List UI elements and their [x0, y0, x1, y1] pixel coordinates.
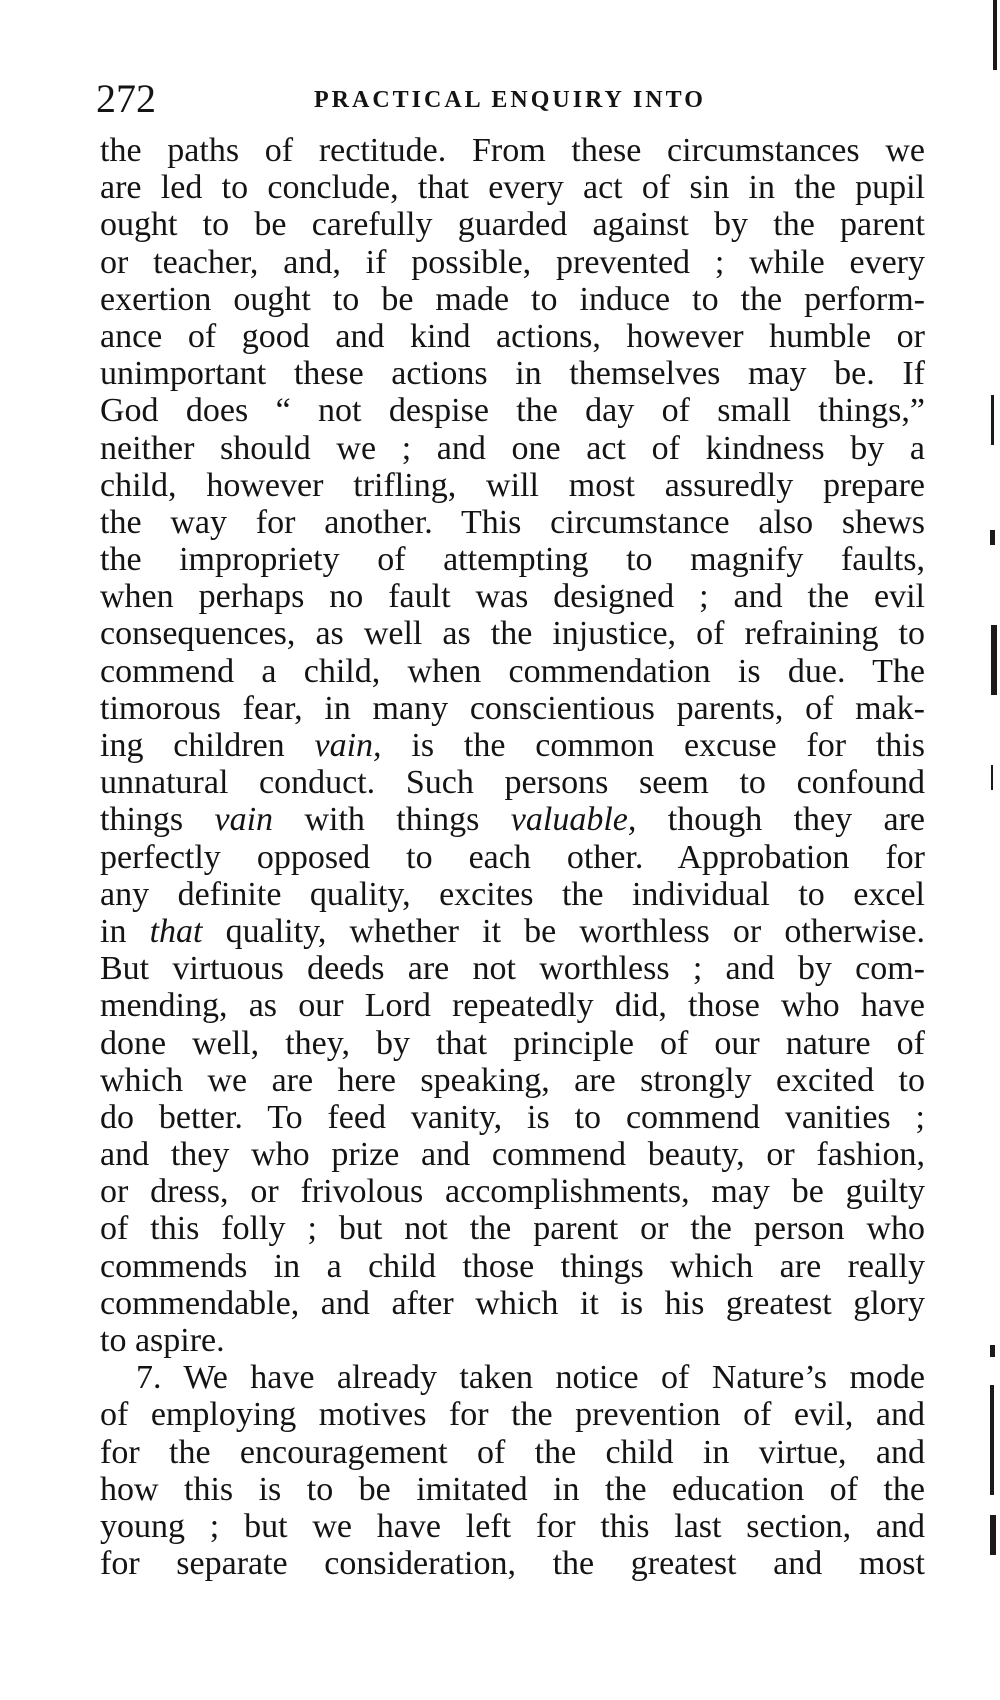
text-line: consequences, as well as the injustice, of refraining to: [100, 615, 925, 653]
text-line: for separate consideration, the greatest and most: [100, 1545, 925, 1583]
edge-mark: [991, 625, 997, 695]
edge-mark: [991, 395, 994, 445]
text-segment: quality, whether it be worthless or otherwise.: [225, 912, 925, 950]
text-line: any definite quality, excites the individual to excel: [100, 875, 925, 913]
edge-mark: [990, 1345, 995, 1357]
text-line: the impropriety of attempting to magnify faults,: [100, 541, 925, 579]
text-line: mending, as our Lord repeatedly did, those who have: [100, 987, 925, 1025]
text-segment: though they are: [667, 801, 926, 839]
text-segment: in: [100, 912, 127, 950]
text-line: [100, 727, 925, 764]
italic-word: vain,: [314, 727, 382, 764]
edge-mark: [990, 530, 995, 545]
text-line: [100, 801, 925, 838]
text-line: or teacher, and, if possible, prevented ; while every: [100, 243, 925, 281]
text-line: commends in a child those things which are really: [100, 1247, 925, 1285]
edge-mark: [990, 1385, 994, 1495]
text-line: when perhaps no fault was designed ; and the evil: [100, 578, 925, 616]
text-line: unimportant these actions in themselves may be. If: [100, 355, 925, 393]
text-line: and they who prize and commend beauty, or fashion,: [100, 1136, 925, 1174]
text-line: commend a child, when commendation is due. The: [100, 652, 925, 690]
text-line: 7. We have already taken notice of Nature’s mode: [136, 1359, 925, 1397]
text-line: ance of good and kind actions, however humble or: [100, 317, 925, 355]
text-line: of employing motives for the prevention of evil, and: [100, 1396, 925, 1434]
text-line: of this folly ; but not the parent or the person who: [100, 1210, 925, 1248]
text-line: or dress, or frivolous accomplishments, may be guilty: [100, 1173, 925, 1211]
text-line: God does “ not despise the day of small things,”: [100, 392, 925, 430]
body-text: [100, 132, 925, 1582]
page-header: [96, 74, 926, 124]
text-line: unnatural conduct. Such persons seem to confound: [100, 764, 925, 802]
text-line: the paths of rectitude. From these circumstances we: [100, 132, 925, 169]
page-edge-shadow: [989, 0, 1000, 1700]
text-line: are led to conclude, that every act of sin in the pupil: [100, 169, 925, 207]
text-line: the way for another. This circumstance also shews: [100, 503, 925, 541]
text-line: to aspire.: [100, 1322, 225, 1359]
edge-mark: [993, 0, 997, 70]
italic-word: vain: [214, 801, 274, 839]
page-number: 272: [96, 76, 156, 121]
edge-mark: [990, 1515, 996, 1555]
text-line: done well, they, by that principle of our nature of: [100, 1024, 925, 1062]
running-head: PRACTICAL ENQUIRY INTO: [314, 87, 706, 113]
italic-word: that: [149, 912, 203, 950]
text-line: how this is to be imitated in the education of the: [100, 1470, 925, 1508]
text-segment: with things: [304, 801, 480, 839]
italic-word: valuable,: [510, 801, 637, 839]
text-segment: is the common excuse for this: [411, 727, 925, 764]
text-line: neither should we ; and one act of kindness by a: [100, 429, 925, 467]
text-line: perfectly opposed to each other. Approbation for: [100, 838, 925, 876]
text-segment: things: [100, 801, 184, 839]
edge-mark: [991, 765, 993, 790]
text-line: do better. To feed vanity, is to commend vanities ;: [100, 1098, 925, 1136]
text-line: child, however trifling, will most assuredly prepare: [100, 466, 925, 504]
text-line: [100, 913, 925, 950]
text-line: for the encouragement of the child in virtue, and: [100, 1433, 925, 1471]
text-line: timorous fear, in many conscientious parents, of mak-: [100, 689, 925, 727]
text-line: But virtuous deeds are not worthless ; and by com-: [100, 950, 925, 988]
text-segment: ing children: [100, 727, 285, 764]
text-line: commendable, and after which it is his greatest glory: [100, 1284, 925, 1322]
text-line: young ; but we have left for this last section, and: [100, 1507, 925, 1545]
text-line: exertion ought to be made to induce to the perform-: [100, 280, 925, 318]
text-line: which we are here speaking, are strongly excited to: [100, 1061, 925, 1099]
text-line: ought to be carefully guarded against by the parent: [100, 206, 925, 244]
